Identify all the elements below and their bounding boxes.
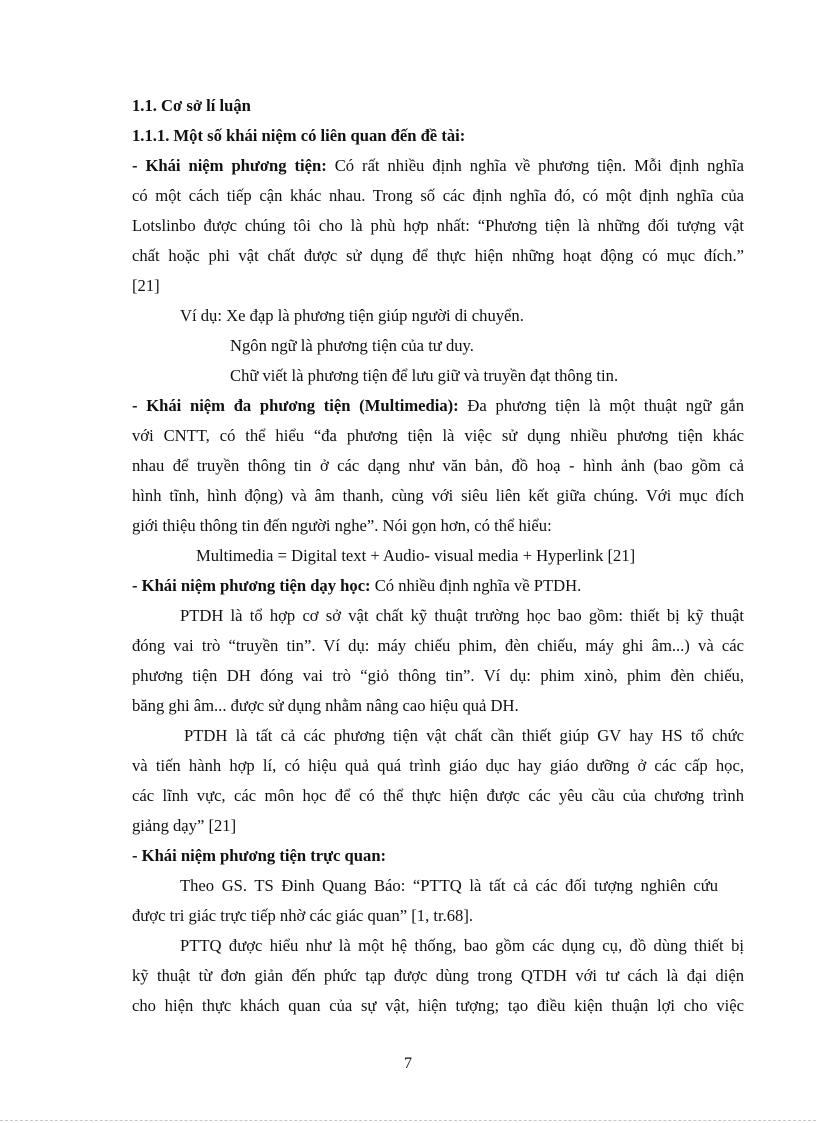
paragraph-line: kỹ thuật từ đơn giản đến phức tạp được dùng trong QTDH với tư cách là đại diện [132,966,744,985]
paragraph-line: các lĩnh vực, các môn học để có thể thực hiện được các yêu cầu của chương trình [132,786,744,805]
paragraph-line: PTDH là tổ hợp cơ sở vật chất kỹ thuật trường học bao gồm: thiết bị kỹ thuật [180,606,744,625]
citation: [21] [132,276,160,295]
term-label: - Khái niệm phương tiện: [132,156,327,175]
term-label: - Khái niệm đa phương tiện (Multimedia): [132,396,459,415]
paragraph-line: phương tiện DH đóng vai trò “giỏ thông tin”. Ví dụ: phim xinò, phim đèn chiếu, [132,666,744,685]
section-heading: 1.1. Cơ sở lí luận [132,96,251,115]
paragraph-line: - Khái niệm phương tiện: Có rất nhiều định nghĩa về phương tiện. Mỗi định nghĩa [132,156,744,175]
paragraph-line: có một cách tiếp cận khác nhau. Trong số các định nghĩa đó, có một định nghĩa của [132,186,744,205]
paragraph-line: nhau để truyền thông tin ở các dạng như văn bản, đồ hoạ - hình ảnh (bao gồm cả [132,456,744,475]
paragraph-line: Theo GS. TS Đinh Quang Báo: “PTTQ là tất cả các đối tượng nghiên cứu [180,876,718,895]
paragraph-line: chất hoặc phi vật chất được sử dụng để thực hiện những hoạt động có mục đích.” [132,246,744,265]
example-line: Ví dụ: Xe đạp là phương tiện giúp người di chuyển. [180,306,524,325]
term-label: - Khái niệm phương tiện trực quan: [132,846,387,865]
paragraph-line: đóng vai trò “truyền tin”. Ví dụ: máy chiếu phim, đèn chiếu, máy ghi âm...) và các [132,636,744,655]
paragraph-line: giảng dạy” [21] [132,816,237,835]
page-number: 7 [404,1055,412,1072]
paragraph-line: PTTQ được hiểu như là một hệ thống, bao gồm các dụng cụ, đồ dùng thiết bị [180,936,744,955]
term-label: - Khái niệm phương tiện dạy học: [132,576,371,595]
paragraph-line: với CNTT, có thể hiểu “đa phương tiện là việc sử dụng nhiều phương tiện khác [132,426,744,445]
formula: Multimedia = Digital text + Audio- visual media + Hyperlink [21] [196,546,636,565]
paragraph-line: giới thiệu thông tin đến người nghe”. Nói gọn hơn, có thể hiểu: [132,516,552,535]
paragraph-line: được tri giác trực tiếp nhờ các giác quan” [1, tr.68]. [132,906,474,925]
page-bottom-divider [0,1120,816,1122]
paragraph-line: cho hiện thực khách quan của sự vật, hiện tượng; tạo điều kiện thuận lợi cho việc [132,996,744,1015]
paragraph-line: và tiến hành hợp lí, có hiệu quả quá trình giáo dục hay giáo dưỡng ở các cấp học, [132,756,744,775]
paragraph-line: - Khái niệm phương tiện dạy học: Có nhiều định nghĩa về PTDH. [132,576,582,595]
paragraph-line: PTDH là tất cả các phương tiện vật chất cần thiết giúp GV hay HS tổ chức [184,726,744,745]
example-line: Ngôn ngữ là phương tiện của tư duy. [230,336,474,355]
paragraph-line: - Khái niệm đa phương tiện (Multimedia): Đa phương tiện là một thuật ngữ gắn [132,396,745,415]
subsection-heading: 1.1.1. Một số khái niệm có liên quan đến đề tài: [132,126,466,145]
paragraph-line: băng ghi âm... được sử dụng nhằm nâng cao hiệu quả DH. [132,696,519,715]
paragraph-line: Lotslinbo được chúng tôi cho là phù hợp nhất: “Phương tiện là những đối tượng vật [132,216,744,235]
example-line: Chữ viết là phương tiện để lưu giữ và truyền đạt thông tin. [230,366,619,385]
paragraph-line: hình tĩnh, hình động) và âm thanh, cùng với siêu liên kết giữa chúng. Với mục đích [132,486,744,505]
